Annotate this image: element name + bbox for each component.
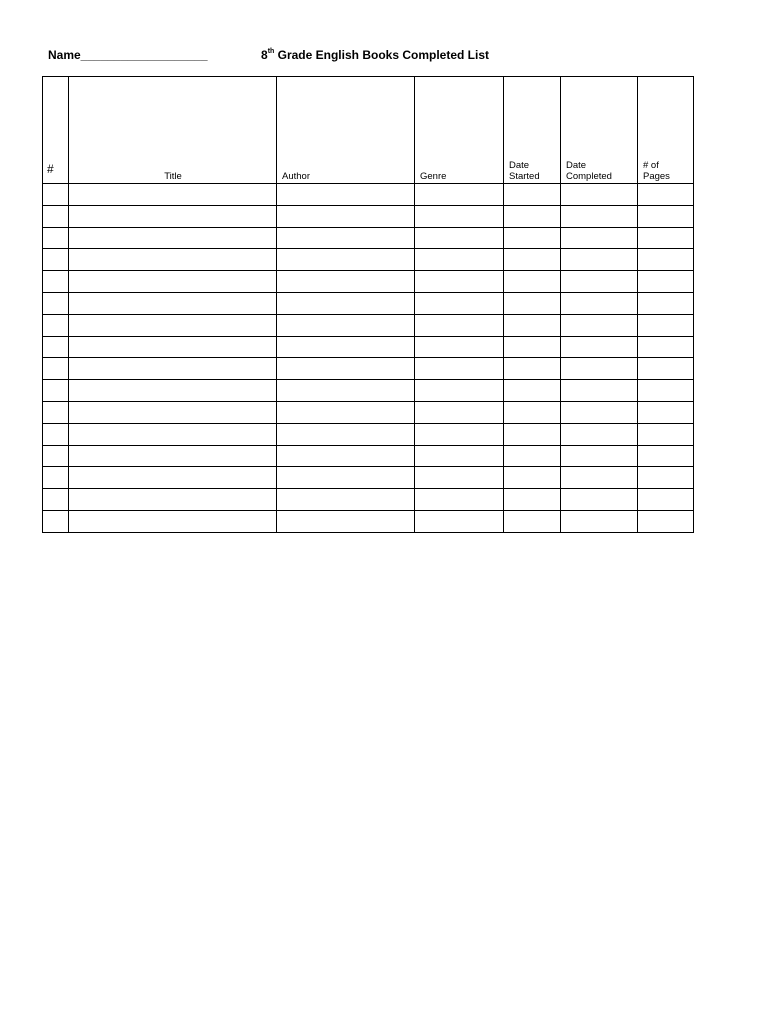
cell-title (69, 358, 277, 380)
column-header-title: Title (69, 77, 277, 184)
cell-date-started (504, 489, 561, 511)
title-grade-superscript: th (267, 48, 275, 55)
cell-number (43, 249, 69, 271)
cell-author (277, 314, 415, 336)
date-completed-line-1: Date (566, 160, 587, 171)
table-row (43, 358, 694, 380)
cell-title (69, 184, 277, 206)
table-row (43, 205, 694, 227)
table-row (43, 227, 694, 249)
column-header-author: Author (277, 77, 415, 184)
cell-title (69, 467, 277, 489)
cell-title (69, 423, 277, 445)
cell-title (69, 489, 277, 511)
cell-date-completed (561, 205, 638, 227)
cell-date-started (504, 401, 561, 423)
cell-number (43, 336, 69, 358)
cell-number (43, 184, 69, 206)
cell-number (43, 401, 69, 423)
cell-genre (415, 510, 504, 532)
cell-pages (638, 314, 694, 336)
cell-genre (415, 336, 504, 358)
cell-genre (415, 314, 504, 336)
cell-date-completed (561, 271, 638, 293)
cell-author (277, 401, 415, 423)
cell-pages (638, 271, 694, 293)
cell-date-started (504, 380, 561, 402)
cell-pages (638, 205, 694, 227)
cell-date-started (504, 249, 561, 271)
title-grade-number: 8 (261, 48, 268, 62)
cell-number (43, 380, 69, 402)
cell-date-completed (561, 423, 638, 445)
cell-title (69, 292, 277, 314)
cell-title (69, 227, 277, 249)
cell-genre (415, 380, 504, 402)
cell-date-completed (561, 314, 638, 336)
cell-number (43, 358, 69, 380)
cell-number (43, 227, 69, 249)
cell-pages (638, 227, 694, 249)
cell-genre (415, 358, 504, 380)
name-field-label: Name___________________ (48, 48, 208, 62)
cell-author (277, 336, 415, 358)
cell-number (43, 423, 69, 445)
table-row (43, 467, 694, 489)
cell-title (69, 336, 277, 358)
cell-date-started (504, 358, 561, 380)
cell-date-started (504, 467, 561, 489)
cell-author (277, 292, 415, 314)
cell-title (69, 271, 277, 293)
date-completed-line-2: Completed (566, 171, 612, 182)
cell-title (69, 205, 277, 227)
cell-number (43, 314, 69, 336)
cell-date-completed (561, 358, 638, 380)
cell-author (277, 423, 415, 445)
cell-author (277, 249, 415, 271)
cell-pages (638, 423, 694, 445)
column-header-number: # (43, 77, 69, 184)
table-header-row (43, 77, 694, 184)
table-row (43, 380, 694, 402)
cell-genre (415, 445, 504, 467)
cell-pages (638, 489, 694, 511)
column-header-date-completed (561, 77, 638, 184)
cell-genre (415, 467, 504, 489)
cell-date-started (504, 184, 561, 206)
date-started-line-2: Started (509, 171, 540, 182)
cell-date-completed (561, 249, 638, 271)
cell-title (69, 510, 277, 532)
cell-title (69, 401, 277, 423)
table-row (43, 510, 694, 532)
column-header-genre: Genre (415, 77, 504, 184)
cell-date-completed (561, 510, 638, 532)
table-row (43, 401, 694, 423)
table-body (43, 184, 694, 533)
cell-genre (415, 489, 504, 511)
cell-title (69, 445, 277, 467)
cell-genre (415, 184, 504, 206)
cell-pages (638, 445, 694, 467)
cell-genre (415, 423, 504, 445)
cell-author (277, 227, 415, 249)
cell-title (69, 314, 277, 336)
table-row (43, 184, 694, 206)
cell-number (43, 205, 69, 227)
table-row (43, 249, 694, 271)
cell-author (277, 510, 415, 532)
cell-number (43, 467, 69, 489)
cell-date-completed (561, 184, 638, 206)
cell-date-completed (561, 489, 638, 511)
title-text: Grade English Books Completed List (274, 48, 489, 62)
cell-number (43, 510, 69, 532)
cell-pages (638, 401, 694, 423)
cell-author (277, 467, 415, 489)
cell-date-started (504, 205, 561, 227)
cell-genre (415, 249, 504, 271)
cell-date-completed (561, 227, 638, 249)
column-header-date-started (504, 77, 561, 184)
cell-author (277, 489, 415, 511)
table-row (43, 423, 694, 445)
cell-pages (638, 467, 694, 489)
column-header-pages (638, 77, 694, 184)
cell-genre (415, 227, 504, 249)
cell-date-started (504, 227, 561, 249)
cell-genre (415, 271, 504, 293)
cell-genre (415, 205, 504, 227)
cell-title (69, 249, 277, 271)
cell-date-completed (561, 401, 638, 423)
cell-date-completed (561, 445, 638, 467)
cell-number (43, 292, 69, 314)
cell-date-completed (561, 336, 638, 358)
cell-date-completed (561, 467, 638, 489)
cell-date-completed (561, 380, 638, 402)
table-row (43, 271, 694, 293)
cell-author (277, 358, 415, 380)
cell-genre (415, 292, 504, 314)
cell-pages (638, 336, 694, 358)
cell-date-started (504, 271, 561, 293)
cell-genre (415, 401, 504, 423)
cell-pages (638, 358, 694, 380)
cell-number (43, 445, 69, 467)
cell-date-started (504, 510, 561, 532)
cell-author (277, 271, 415, 293)
cell-number (43, 271, 69, 293)
document-title (261, 48, 489, 62)
cell-date-started (504, 445, 561, 467)
cell-author (277, 205, 415, 227)
cell-author (277, 380, 415, 402)
table-row (43, 489, 694, 511)
table-row (43, 292, 694, 314)
cell-date-started (504, 314, 561, 336)
cell-pages (638, 184, 694, 206)
cell-number (43, 489, 69, 511)
cell-date-started (504, 292, 561, 314)
pages-line-2: Pages (643, 171, 670, 182)
cell-date-completed (561, 292, 638, 314)
table-row (43, 314, 694, 336)
cell-author (277, 184, 415, 206)
cell-pages (638, 249, 694, 271)
books-table (42, 76, 694, 533)
table-row (43, 336, 694, 358)
date-started-line-1: Date (509, 160, 530, 171)
table-row (43, 445, 694, 467)
cell-pages (638, 292, 694, 314)
pages-line-1: # of (643, 160, 659, 171)
cell-date-started (504, 423, 561, 445)
cell-title (69, 380, 277, 402)
cell-date-started (504, 336, 561, 358)
cell-author (277, 445, 415, 467)
cell-pages (638, 380, 694, 402)
cell-pages (638, 510, 694, 532)
